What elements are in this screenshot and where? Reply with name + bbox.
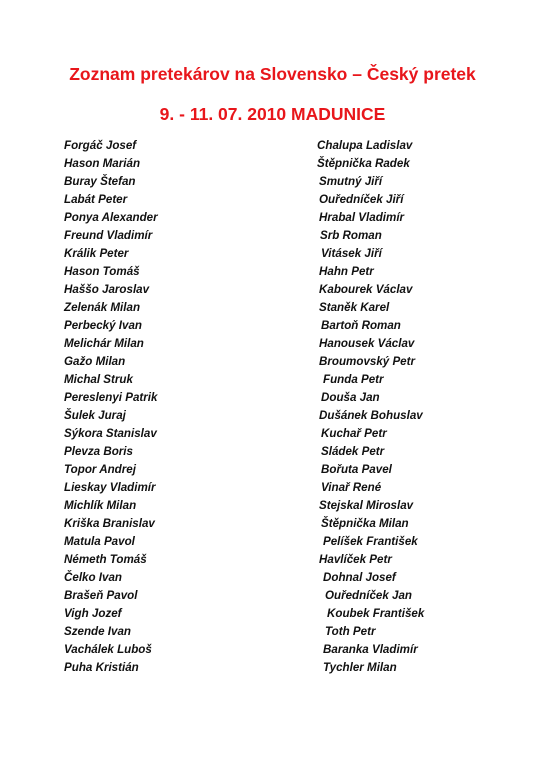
racer-name: Vigh Jozef [64, 607, 122, 620]
racer-name: Puha Kristián [64, 661, 139, 674]
racer-name: Dušánek Bohuslav [319, 409, 423, 422]
racer-name: Šulek Juraj [64, 409, 126, 422]
racer-name: Gažo Milan [64, 355, 126, 368]
racer-name: Buray Štefan [64, 175, 136, 188]
racer-name: Forgáč Josef [64, 139, 137, 152]
racer-name: Plevza Boris [64, 445, 133, 458]
racer-name: Douša Jan [321, 391, 380, 404]
racer-name: Lieskay Vladimír [64, 481, 156, 494]
racer-name: Havlíček Petr [319, 553, 392, 566]
racer-name: Hanousek Václav [319, 337, 415, 350]
racer-name: Hahn Petr [319, 265, 374, 278]
racer-name: Vitásek Jiří [321, 247, 382, 260]
racer-name: Melichár Milan [64, 337, 144, 350]
racer-name: Haššo Jaroslav [64, 283, 150, 296]
racer-name: Labát Peter [64, 193, 128, 206]
racer-name: Vachálek Luboš [64, 643, 152, 656]
racer-name: Freund Vladimír [64, 229, 153, 242]
racer-name: Topor Andrej [64, 463, 136, 476]
racer-name: Bartoň Roman [321, 319, 401, 332]
document-title: Zoznam pretekárov na Slovensko – Český pretek [69, 64, 476, 84]
racer-name: Ponya Alexander [64, 211, 158, 224]
racer-name: Čelko Ivan [64, 571, 122, 584]
racer-name: Dohnal Josef [323, 571, 396, 584]
racer-name: Štěpnička Radek [317, 157, 410, 170]
slovak-racers-column [64, 137, 264, 677]
racer-name: Perbecký Ivan [64, 319, 142, 332]
racer-name: Hason Tomáš [64, 265, 140, 278]
racer-name: Ouředníček Jiří [319, 193, 404, 206]
czech-racers-column [317, 137, 527, 677]
racer-name: Hrabal Vladimír [319, 211, 405, 224]
racer-name: Baranka Vladimír [323, 643, 418, 656]
racer-name: Štěpnička Milan [321, 517, 409, 530]
racer-name: Ouředníček Jan [325, 589, 412, 602]
racer-name: Funda Petr [323, 373, 384, 386]
racer-name: Kabourek Václav [319, 283, 413, 296]
racer-name: Srb Roman [320, 229, 382, 242]
racer-name: Chalupa Ladislav [317, 139, 413, 152]
event-date-location: 9. - 11. 07. 2010 MADUNICE [159, 104, 386, 124]
racer-name: Szende Ivan [64, 625, 132, 638]
racer-name: Brašeň Pavol [64, 589, 138, 602]
racer-name: Hason Marián [64, 157, 141, 170]
racer-name: Broumovský Petr [319, 355, 416, 368]
racer-name: Pelíšek František [323, 535, 418, 548]
racer-name: Tychler Milan [323, 661, 397, 674]
racer-name: Matula Pavol [64, 535, 135, 548]
racer-name: Toth Petr [325, 625, 376, 638]
racer-name: Pereslenyi Patrik [64, 391, 158, 404]
racer-name: Sládek Petr [321, 445, 385, 458]
racer-name: Michlík Milan [64, 499, 137, 512]
racer-name: Staněk Karel [319, 301, 390, 314]
racer-name: Vinař René [321, 481, 382, 494]
racer-name: Michal Struk [64, 373, 133, 386]
racer-name: Sýkora Stanislav [64, 427, 157, 440]
racer-name: Zelenák Milan [64, 301, 141, 314]
racer-name: Bořuta Pavel [321, 463, 392, 476]
racer-name: Smutný Jiří [319, 175, 383, 188]
racer-name: Kriška Branislav [64, 517, 155, 530]
racer-name: Králik Peter [64, 247, 129, 260]
racer-name: Kuchař Petr [321, 427, 387, 440]
racer-name: Németh Tomáš [64, 553, 147, 566]
racer-name: Stejskal Miroslav [319, 499, 414, 512]
racer-name: Koubek František [327, 607, 425, 620]
